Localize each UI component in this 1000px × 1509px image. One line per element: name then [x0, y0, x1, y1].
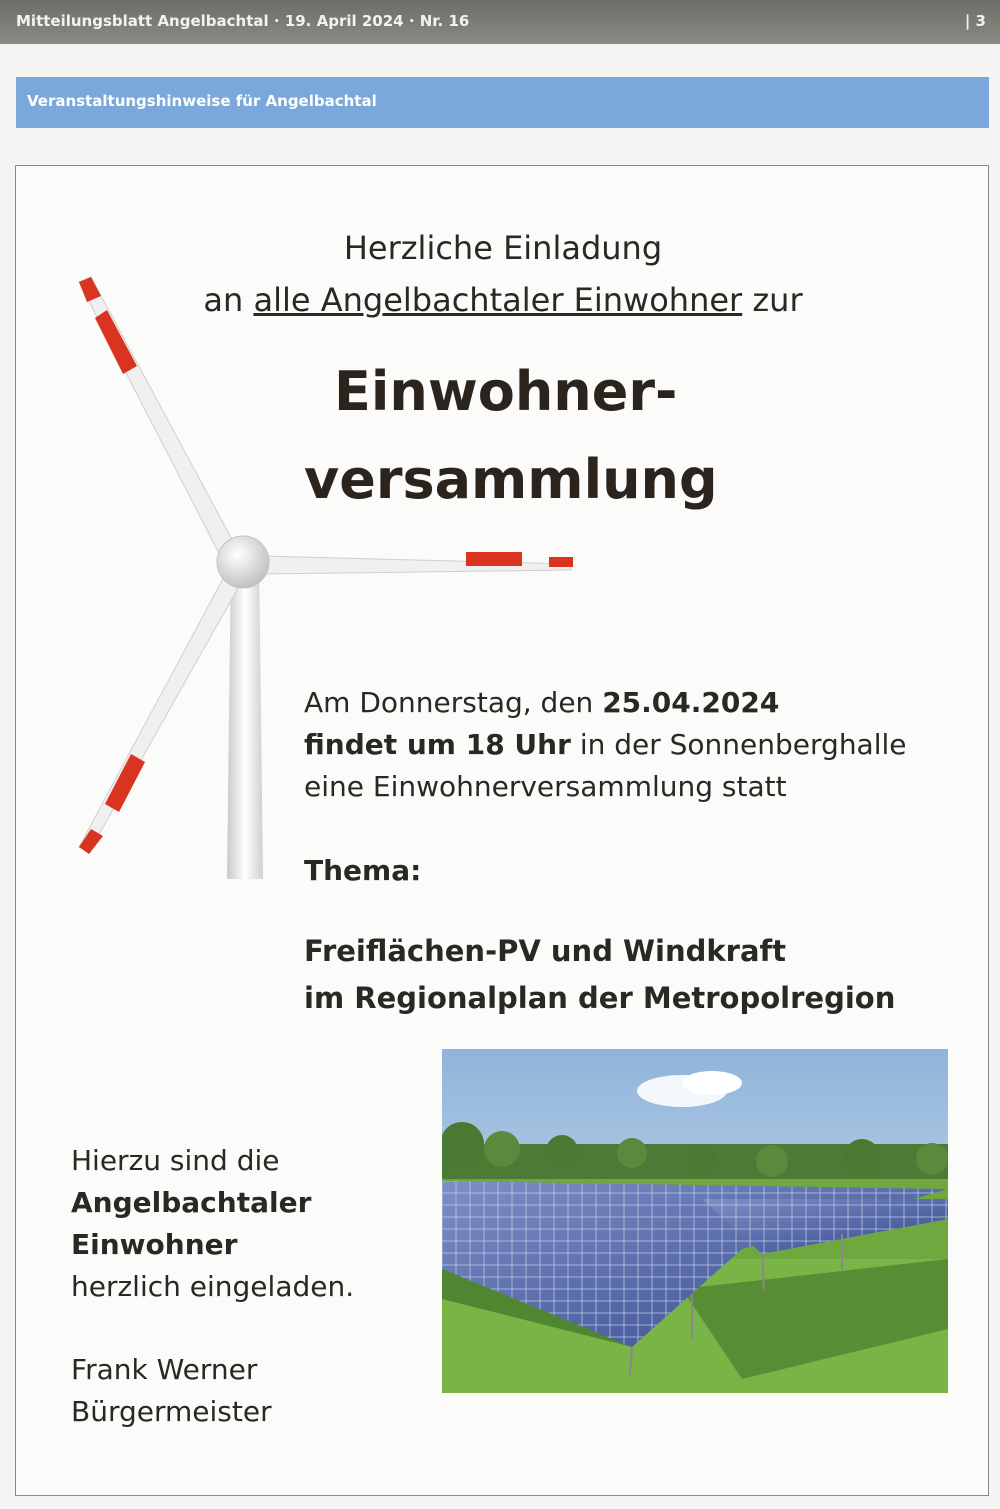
event-date: 25.04.2024: [602, 686, 780, 719]
date-prefix: Am Donnerstag, den: [304, 686, 594, 719]
closing-line2: Angelbachtaler: [71, 1186, 312, 1219]
event-location: in der Sonnenberghalle: [579, 728, 907, 761]
closing-line1: Hierzu sind die: [71, 1144, 280, 1177]
closing-line3: Einwohner: [71, 1228, 238, 1261]
section-bar: [16, 77, 989, 128]
publication-info: Mitteilungsblatt Angelbachtal · 19. April 2024 · Nr. 16: [16, 12, 470, 30]
title-line1: Einwohner-: [334, 360, 678, 423]
event-time: findet um 18 Uhr: [304, 728, 571, 761]
invitation-line1: Herzliche Einladung: [343, 229, 663, 267]
date-line: [304, 686, 779, 719]
invitation-underlined: alle Angelbachtaler Einwohner: [253, 281, 743, 319]
invitation-suffix: zur: [752, 281, 803, 319]
topic-line1: Freiflächen-PV und Windkraft: [304, 934, 787, 968]
event-description: eine Einwohnerversammlung statt: [304, 770, 787, 803]
title-line2: versammlung: [304, 448, 718, 511]
solar-park-photo: [442, 1049, 948, 1393]
closing-line4: herzlich eingeladen.: [71, 1270, 355, 1303]
invitation-card: [15, 165, 989, 1496]
signatory-name: Frank Werner: [71, 1353, 258, 1386]
signatory-role: Bürgermeister: [71, 1395, 272, 1428]
section-title: Veranstaltungshinweise für Angelbachtal: [27, 92, 377, 110]
topic-line2: im Regionalplan der Metropolregion: [304, 981, 896, 1015]
invitation-prefix: an: [203, 281, 244, 319]
page-header: [0, 0, 1000, 44]
page-number: | 3: [964, 12, 986, 30]
invitation-line2: [16, 281, 990, 319]
time-line: [304, 728, 907, 761]
topic-label: Thema:: [304, 854, 422, 887]
